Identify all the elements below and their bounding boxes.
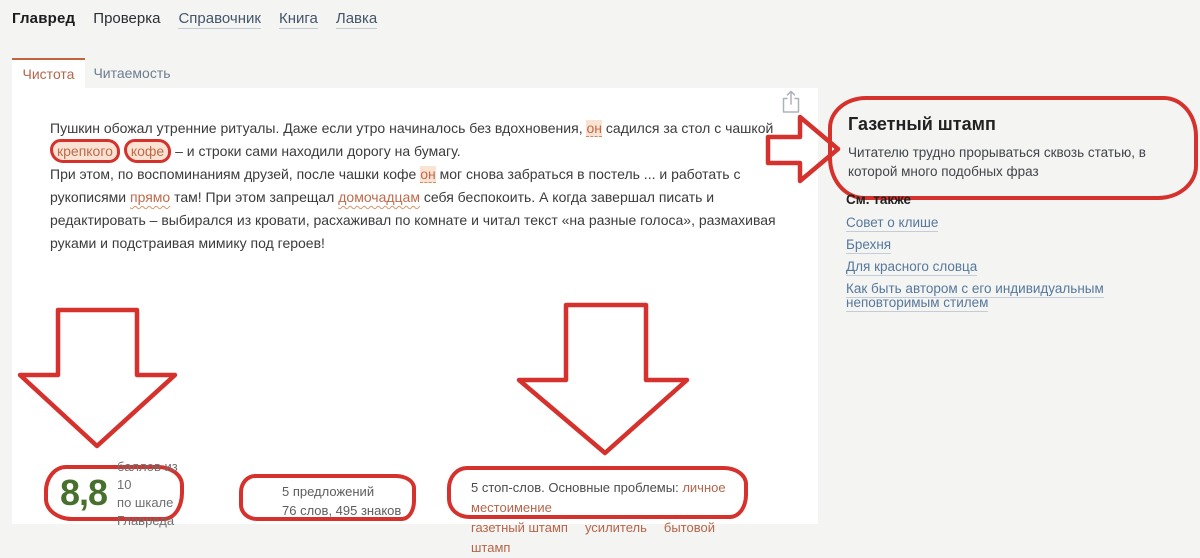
stopword-explanation-card [828,96,1198,200]
problem-link[interactable]: бытовой штамп [471,520,715,555]
sentence-count: 5 предложений [282,484,375,499]
text-run: там! При этом запрещал [170,189,339,205]
see-also-label: См. также [846,192,912,207]
tab-chistota[interactable] [12,58,85,88]
problem-link[interactable]: усилитель [584,520,647,535]
see-also-links [846,216,1198,310]
stopword-personal-pronoun[interactable]: он [420,166,436,182]
counts-callout [239,474,416,521]
score-callout [44,459,184,528]
problem-link[interactable]: газетный штамп [471,520,568,535]
top-nav-links [93,10,377,29]
see-also-link[interactable]: Как быть автором с его индивидуальным неповторимым стилем [846,281,1104,310]
top-nav [12,10,377,29]
word-char-count: 76 слов, 495 знаков [282,503,402,518]
tab-chistota-label: Чистота [22,66,75,82]
stopword-highlight[interactable]: домочадцам [338,189,420,205]
text-run: себя беспокоить. А когда завершал писать и редактировать – выбирался из кровати, расхаживал по комнате и читал текст «на разные голоса», размахивая руками и подстраивая мимику под героев! [50,189,776,251]
stopwords-prefix: 5 стоп-слов. Основные проблемы: [471,480,683,495]
card-title: Газетный штамп [848,114,996,134]
see-also-link[interactable]: Совет о клише [846,215,939,230]
nav-item-kniga[interactable]: Книга [278,10,318,27]
nav-item-lavka[interactable]: Лавка [335,10,378,27]
stopwords-callout [447,466,748,555]
text-run: мог снова забраться в постель ... и работать с рукописями [50,166,741,205]
see-also-section [846,192,1198,318]
stopword-personal-pronoun[interactable]: он [586,120,603,136]
tab-chitaemost[interactable] [92,58,172,88]
nav-item-spravochnik[interactable]: Справочник [178,10,261,27]
score-label-1: баллов из 10 [117,459,178,492]
nav-item-proverka[interactable]: Проверка [93,10,161,27]
tab-chitaemost-label: Читаемость [93,65,171,81]
text-run: Пушкин обожал утренние ритуалы. Даже если утро начиналось без вдохновения, [50,120,587,136]
problems-line2 [471,518,744,558]
share-icon [779,89,803,115]
score-value: 8,8 [60,472,108,513]
card-description: Читателю трудно прорываться сквозь статью, в которой много подобных фраз [848,145,1146,179]
text-editor[interactable] [50,117,790,255]
stopwords-line1 [471,478,744,518]
nav-brand[interactable]: Главред [12,10,76,27]
text-run: садился за стол с чашкой [602,120,774,136]
score-label-2: по шкале Главреда [117,495,175,528]
see-also-link[interactable]: Брехня [846,237,892,252]
score-labels [117,456,180,530]
stopword-highlight-circled[interactable]: крепкого [50,139,120,163]
share-button[interactable] [779,89,803,115]
text-run: – и строки сами находили дорогу на бумагу. [171,143,461,159]
see-also-link[interactable]: Для красного словца [846,259,978,274]
problem-link[interactable]: личное местоимение [471,480,726,515]
text-run: При этом, по воспоминаниям друзей, после чашки кофе [50,166,421,182]
stopword-highlight[interactable]: прямо [130,189,171,205]
stopword-highlight-circled[interactable]: кофе [124,139,171,163]
